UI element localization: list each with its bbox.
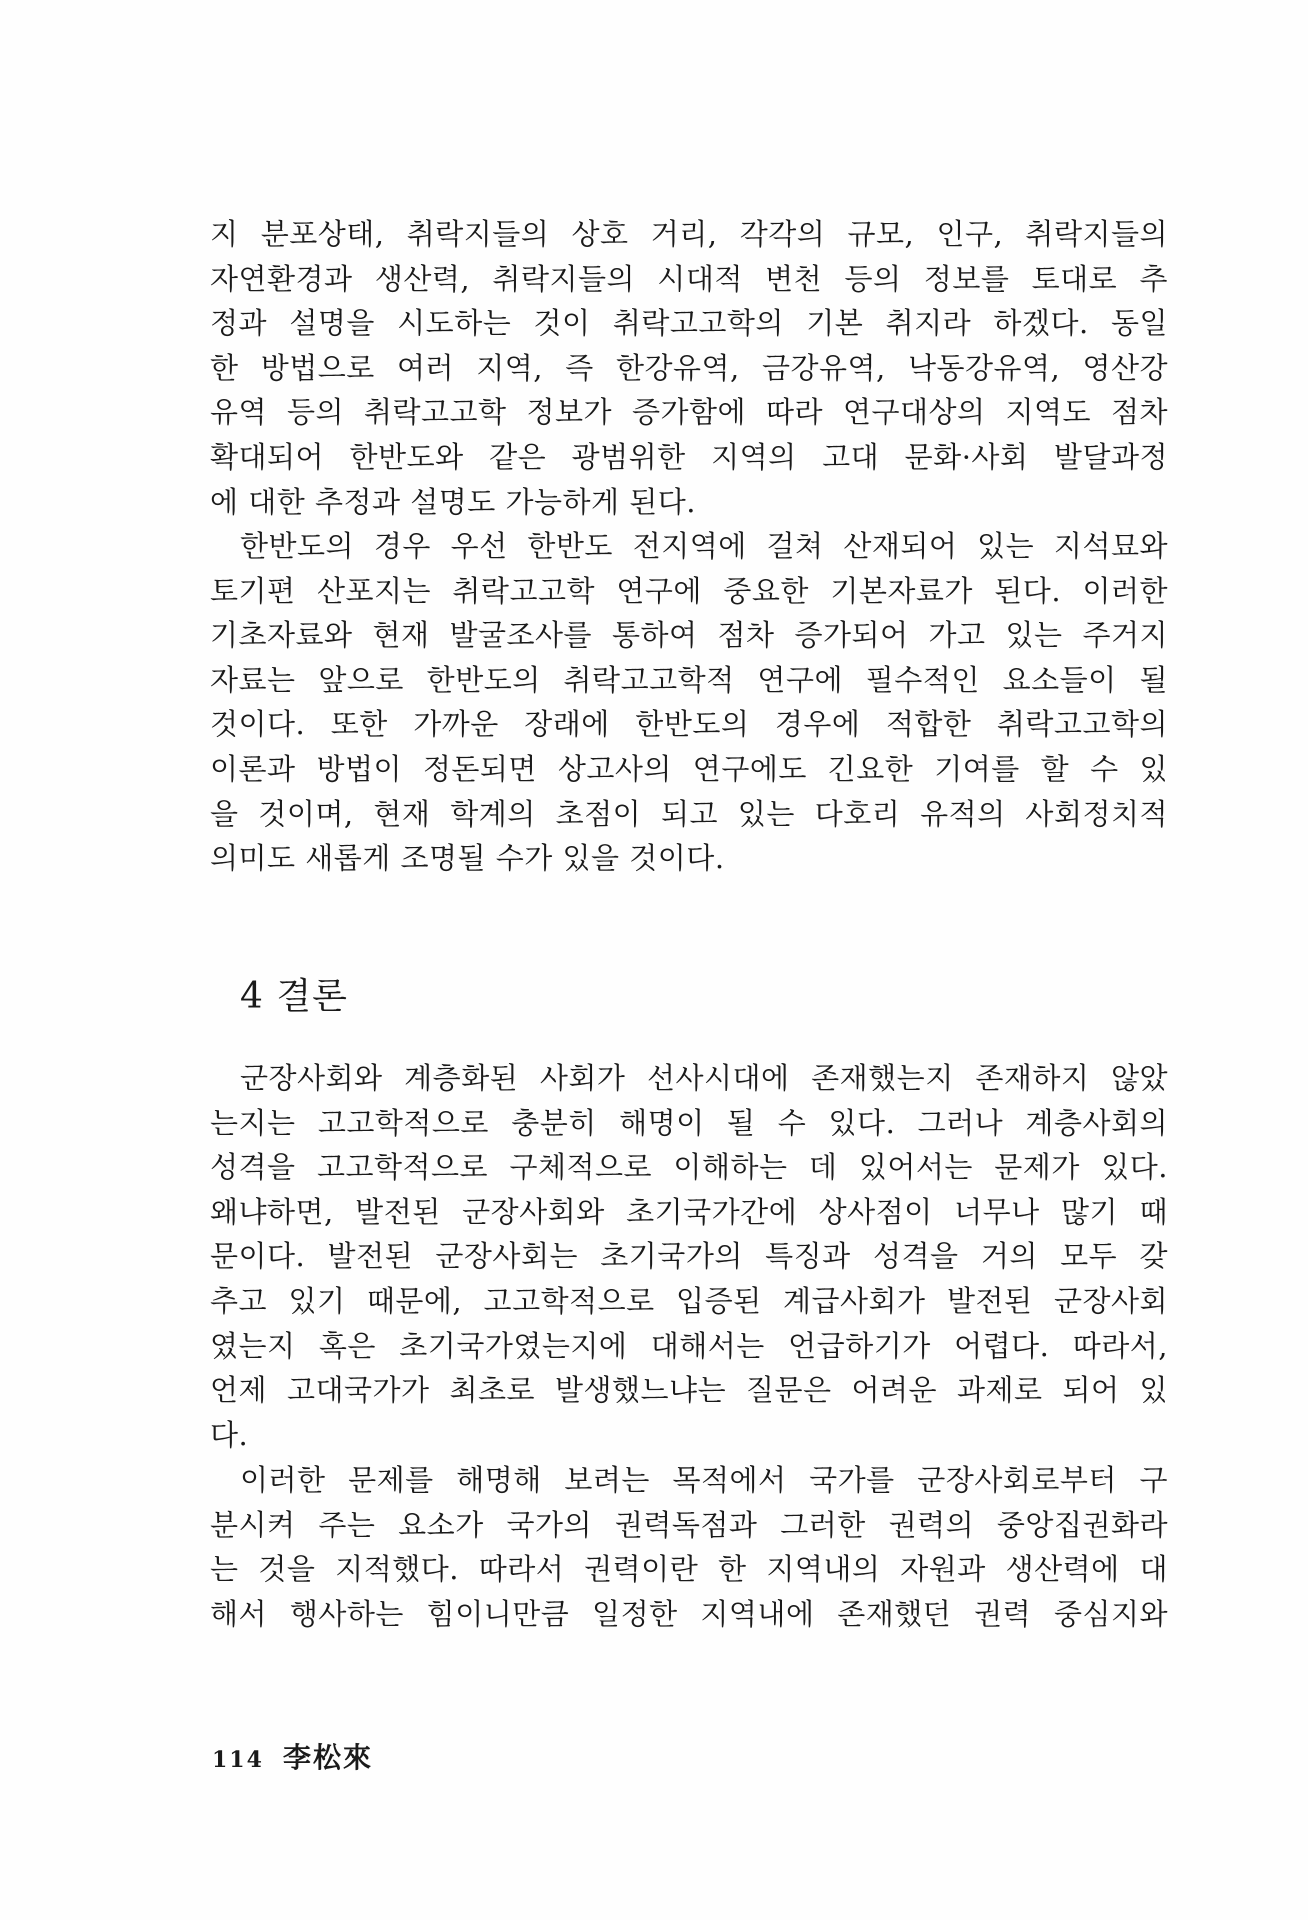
page-footer [212, 1736, 373, 1776]
text-line: 확대되어 한반도와 같은 광범위한 지역의 고대 문화·사회 발달과정 [210, 439, 1168, 474]
text-line: 자연환경과 생산력, 취락지들의 시대적 변천 등의 정보를 토대로 추 [210, 261, 1168, 296]
text-line: 유역 등의 취락고고학 정보가 증가함에 따라 연구대상의 지역도 점차 [210, 395, 1168, 430]
text-line: 왜냐하면, 발전된 군장사회와 초기국가간에 상사점이 너무나 많기 때 [210, 1194, 1168, 1229]
text-line: 기초자료와 현재 발굴조사를 통하여 점차 증가되어 가고 있는 주거지 [210, 618, 1168, 653]
text-line: 해서 행사하는 힘이니만큼 일정한 지역내에 존재했던 권력 중심지와 [210, 1596, 1168, 1631]
text-line: 정과 설명을 시도하는 것이 취락고고학의 기본 취지라 하겠다. 동일 [210, 306, 1168, 341]
text-line: 한반도의 경우 우선 한반도 전지역에 걸쳐 산재되어 있는 지석묘와 [240, 529, 1168, 563]
author-name: 李松來 [283, 1741, 374, 1774]
text-line: 토기편 산포지는 취락고고학 연구에 중요한 기본자료가 된다. 이러한 [210, 573, 1168, 608]
text-line: 다. [210, 1417, 249, 1452]
text-line: 였는지 혹은 초기국가였는지에 대해서는 언급하기가 어렵다. 따라서, [210, 1328, 1168, 1363]
text-line: 을 것이며, 현재 학계의 초점이 되고 있는 다호리 유적의 사회정치적 [210, 796, 1168, 831]
paragraph [210, 212, 1168, 524]
text-line: 이론과 방법이 정돈되면 상고사의 연구에도 긴요한 기여를 할 수 있 [210, 751, 1168, 786]
text-line: 추고 있기 때문에, 고고학적으로 입증된 계급사회가 발전된 군장사회 [210, 1283, 1168, 1318]
text-line: 성격을 고고학적으로 구체적으로 이해하는 데 있어서는 문제가 있다. [210, 1150, 1168, 1185]
paragraph [210, 1056, 1168, 1457]
text-line: 지 분포상태, 취락지들의 상호 거리, 각각의 규모, 인구, 취락지들의 [210, 217, 1168, 251]
paragraph [210, 1458, 1168, 1636]
paragraph [210, 524, 1168, 881]
page-number: 114 [212, 1747, 264, 1773]
text-line: 분시켜 주는 요소가 국가의 권력독점과 그러한 권력의 중앙집권화라 [210, 1507, 1168, 1542]
text-line: 언제 고대국가가 최초로 발생했느냐는 질문은 어려운 과제로 되어 있 [210, 1373, 1168, 1408]
section-heading: 4 결론 [240, 976, 348, 1017]
text-line: 한 방법으로 여러 지역, 즉 한강유역, 금강유역, 낙동강유역, 영산강 [210, 350, 1168, 385]
text-line: 이러한 문제를 해명해 보려는 목적에서 국가를 군장사회로부터 구 [240, 1463, 1168, 1497]
text-line: 것이다. 또한 가까운 장래에 한반도의 경우에 적합한 취락고고학의 [210, 707, 1168, 742]
text-line: 문이다. 발전된 군장사회는 초기국가의 특징과 성격을 거의 모두 갖 [210, 1239, 1168, 1274]
text-line: 는 것을 지적했다. 따라서 권력이란 한 지역내의 자원과 생산력에 대 [210, 1552, 1168, 1587]
text-line: 의미도 새롭게 조명될 수가 있을 것이다. [210, 841, 725, 876]
text-line: 에 대한 추정과 설명도 가능하게 된다. [210, 484, 697, 519]
text-line: 자료는 앞으로 한반도의 취락고고학적 연구에 필수적인 요소들이 될 [210, 662, 1168, 697]
text-line: 는지는 고고학적으로 충분히 해명이 될 수 있다. 그러나 계층사회의 [210, 1105, 1168, 1140]
text-line: 군장사회와 계층화된 사회가 선사시대에 존재했는지 존재하지 않았 [240, 1061, 1168, 1095]
